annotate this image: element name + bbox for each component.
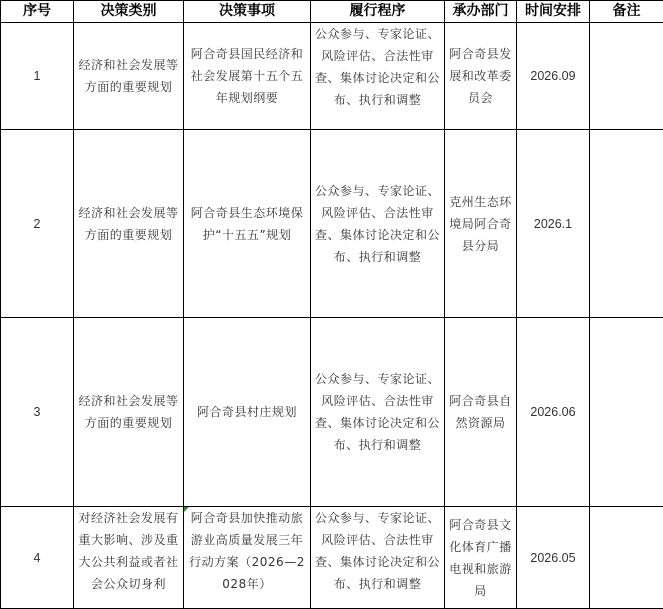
cell-category: 经济和社会发展等方面的重要规划 bbox=[74, 23, 184, 130]
cell-procedure: 公众参与、专家论证、风险评估、合法性审查、集体讨论决定和公布、执行和调整 bbox=[311, 318, 445, 507]
cell-item-text: 阿合奇县加快推动旅游业高质量发展三年行动方案（2026—2028年） bbox=[189, 511, 305, 591]
cell-remarks bbox=[590, 23, 663, 130]
cell-item: 阿合奇县国民经济和社会发展第十五个五年规划纲要 bbox=[184, 23, 311, 130]
cell-item bbox=[184, 507, 311, 609]
header-category: 决策类别 bbox=[74, 1, 184, 23]
header-department: 承办部门 bbox=[445, 1, 517, 23]
cell-department: 阿合奇县自然资源局 bbox=[445, 318, 517, 507]
header-remarks: 备注 bbox=[590, 1, 663, 23]
cell-seq: 4 bbox=[1, 507, 74, 609]
cell-department: 克州生态环境局阿合奇县分局 bbox=[445, 130, 517, 318]
cell-department: 阿合奇县发展和改革委员会 bbox=[445, 23, 517, 130]
cell-procedure: 公众参与、专家论证、风险评估、合法性审查、集体讨论决定和公布、执行和调整 bbox=[311, 23, 445, 130]
cell-schedule: 2026.05 bbox=[517, 507, 590, 609]
cell-item: 阿合奇县村庄规划 bbox=[184, 318, 311, 507]
header-seq: 序号 bbox=[1, 1, 74, 23]
header-schedule: 时间安排 bbox=[517, 1, 590, 23]
table-row bbox=[1, 23, 663, 130]
cell-procedure: 公众参与、专家论证、风险评估、合法性审查、集体讨论决定和公布、执行和调整 bbox=[311, 130, 445, 318]
cell-department: 阿合奇县文化体育广播电视和旅游局 bbox=[445, 507, 517, 609]
header-item: 决策事项 bbox=[184, 1, 311, 23]
cell-seq: 1 bbox=[1, 23, 74, 130]
cell-seq: 2 bbox=[1, 130, 74, 318]
header-row bbox=[1, 1, 663, 23]
table-row bbox=[1, 130, 663, 318]
header-procedure: 履行程序 bbox=[311, 1, 445, 23]
cell-procedure bbox=[311, 507, 445, 609]
cell-category bbox=[74, 507, 184, 609]
cell-category: 经济和社会发展等方面的重要规划 bbox=[74, 318, 184, 507]
cell-seq: 3 bbox=[1, 318, 74, 507]
cell-remarks bbox=[590, 130, 663, 318]
cell-remarks bbox=[590, 507, 663, 609]
cell-schedule: 2026.1 bbox=[517, 130, 590, 318]
cell-item: 阿合奇县生态环境保护“十五五”规划 bbox=[184, 130, 311, 318]
cell-schedule: 2026.06 bbox=[517, 318, 590, 507]
table-row bbox=[1, 318, 663, 507]
cell-category: 经济和社会发展等方面的重要规划 bbox=[74, 130, 184, 318]
cell-remarks bbox=[590, 318, 663, 507]
cell-category-text: 对经济社会发展有重大影响、涉及重大公共利益或者社会公众切身利 bbox=[78, 511, 179, 591]
table-row bbox=[1, 507, 663, 609]
cell-schedule: 2026.09 bbox=[517, 23, 590, 130]
cell-procedure-text: 公众参与、专家论证、风险评估、合法性审查、集体讨论决定和公布、执行和调整 bbox=[314, 511, 440, 591]
